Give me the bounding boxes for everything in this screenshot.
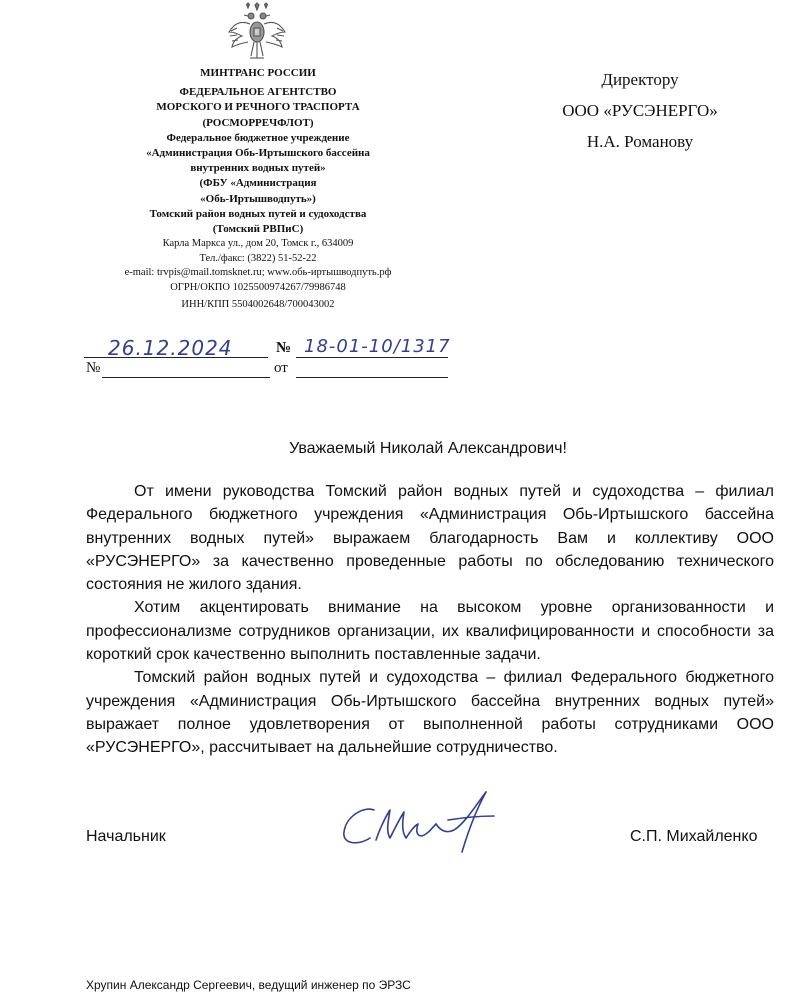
agency-line-2: МОРСКОГО И РЕЧНОГО ТРАСПОРТА	[156, 101, 360, 114]
institution-line-2: «Администрация Обь-Иртышского бассейна	[146, 147, 370, 160]
signatory-title: Начальник	[86, 828, 166, 845]
branch-line-2: (Томский РВПиС)	[212, 223, 304, 236]
letter-body	[86, 480, 774, 760]
handwritten-number: 18-01-10/1317	[304, 336, 451, 357]
ref-from-label: от	[274, 360, 288, 376]
number-line	[296, 357, 448, 358]
phone: Тел./факс: (3822) 51-52-22	[199, 252, 317, 264]
addressee-block	[520, 64, 760, 157]
agency-line-1: ФЕДЕРАЛЬНОЕ АГЕНТСТВО	[179, 86, 337, 99]
institution-line-3: внутренних водных путей»	[190, 162, 326, 175]
addressee-name: Н.А. Романову	[586, 132, 694, 151]
paragraph: Томский район водных путей и судоходства – филиал Федерального бюджетного учреждения «Администрация Обь-Иртышского бассейна внутренних водных путей» выражает полное удовлетворения от выполненной работы сотрудниками ООО «РУСЭНЕРГО», рассчитывает на дальнейшие сотрудничество.	[86, 669, 774, 757]
paragraph: От имени руководства Томский район водных путей и судоходства – филиал Федерального бюджетного учреждения «Администрация Обь-Иртышского бассейна внутренних водных путей» выражаем благодарность Вам и коллективу ООО «РУСЭНЕРГО» за качественно проведенные работы по обследованию технического состояния не жилого здания.	[86, 483, 774, 594]
ref-number-label: №	[86, 360, 101, 376]
signatory-name: С.П. Михайленко	[630, 828, 758, 845]
addressee-company: ООО «РУСЭНЕРГО»	[562, 101, 718, 120]
salutation: Уважаемый Николай Александрович!	[289, 440, 567, 457]
inn: ИНН/КПП 5504002648/700043002	[181, 298, 335, 310]
address: Карла Маркса ул., дом 20, Томск г., 634009	[162, 238, 354, 250]
ministry-name: МИНТРАНС РОССИИ	[200, 67, 316, 79]
ref-number-line	[102, 377, 270, 378]
branch-line-1: Томский район водных путей и судоходства	[149, 207, 367, 220]
sender-header	[100, 66, 416, 312]
handwritten-signature	[336, 780, 516, 860]
institution-line-5: «Обь-Иртышводпуть»)	[200, 192, 316, 205]
paragraph: Хотим акцентировать внимание на высоком уровне организованности и профессионализме сотрудников организации, их квалифицированности и способности за короткий срок качественно выполнить поставленные задачи.	[86, 599, 774, 664]
institution-line-1: Федеральное бюджетное учреждение	[166, 131, 350, 144]
ref-from-line	[296, 377, 448, 378]
number-sign: №	[276, 340, 292, 356]
ogrn: ОГРН/ОКПО 1025500974267/79986748	[170, 282, 346, 294]
executor-info: Хрупин Александр Сергеевич, ведущий инженер по ЭРЗС	[86, 978, 411, 992]
institution-line-4: (ФБУ «Администрация	[199, 177, 317, 190]
handwritten-date: 26.12.2024	[108, 336, 233, 360]
coat-of-arms-emblem	[226, 2, 288, 64]
email: e-mail: trvpis@mail.tomsknet.ru; www.обь-иртышводпуть.рф	[124, 267, 392, 279]
addressee-position: Директору	[601, 70, 679, 89]
agency-line-3: (РОСМОРРЕЧФЛОТ)	[202, 116, 314, 129]
